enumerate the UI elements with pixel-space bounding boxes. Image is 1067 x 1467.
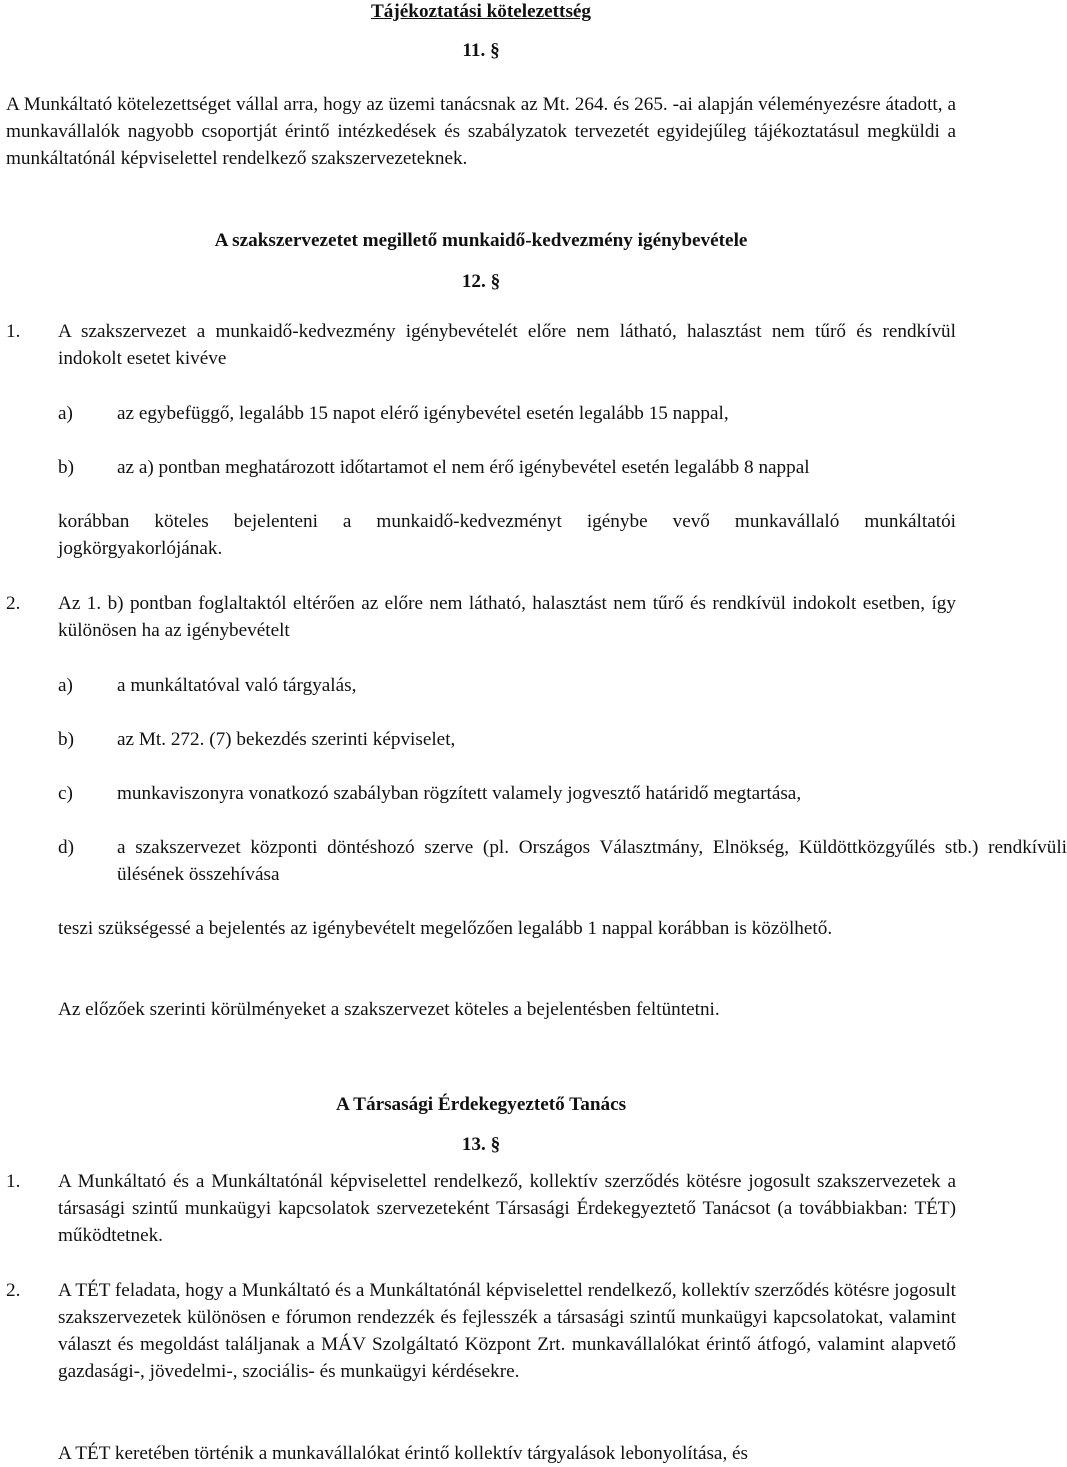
- list-item-label: b): [58, 457, 74, 478]
- section-12-para-2-tail: teszi szükségessé a bejelentés az igénybevételt megelőzően legalább 1 nappal korábban is közölhető.: [58, 918, 833, 939]
- section-12-para-1: [6, 318, 956, 372]
- section-12-number: [6, 268, 956, 295]
- list-item: [6, 780, 1067, 807]
- list-item: [6, 400, 956, 427]
- section-13-number-text: 13.: [461, 1134, 486, 1155]
- list-item-label: c): [58, 783, 73, 804]
- section-12-number-text: 12.: [461, 271, 486, 292]
- list-item-text: az Mt. 272. (7) bekezdés szerinti képviselet,: [117, 729, 456, 750]
- section-13-para-1: [6, 1168, 956, 1249]
- para-number: 1.: [6, 1171, 21, 1192]
- section-13-para-2: [6, 1277, 956, 1385]
- list-item: [6, 726, 956, 753]
- section-sign-icon: §: [490, 40, 500, 61]
- section-12-para-2: [6, 590, 956, 644]
- list-item-text: munkaviszonyra vonatkozó szabályban rögzített valamely jogvesztő határidő megtartása,: [117, 783, 802, 804]
- list-item: [6, 672, 956, 699]
- section-11-number: [6, 37, 956, 64]
- section-sign-icon: §: [490, 271, 501, 292]
- section-11-paragraph: A Munkáltató kötelezettséget vállal arra, hogy az üzemi tanácsnak az Mt. 264. és 265. -ai alapján véleményezésre átadott, a munkavállalók nagyobb csoportját érintő intézkedések és szabályzatok tervezetét egyidejűleg tájékoztatásul megküldi a munkáltatónál képviselettel rendelkező szakszervezeteknek.: [6, 94, 956, 169]
- list-item-label: a): [58, 403, 73, 424]
- list-item-label: d): [58, 837, 74, 858]
- section-sign-icon: §: [490, 1134, 501, 1155]
- para-number: 2.: [6, 593, 21, 614]
- list-item-text: az a) pontban meghatározott időtartamot el nem érő igénybevétel esetén legalább 8 nappal: [117, 457, 810, 478]
- para-text: A TÉT feladata, hogy a Munkáltató és a Munkáltatónál képviselettel rendelkező, kollektív szerződés kötésre jogosult szakszervezetek különösen e fórumon rendezzék és fejlesszék a társasági szintű munkaügyi kapcsolatokat, valamint választ és megoldást találjanak a MÁV Szolgáltató Központ Zrt. munkavállalókat érintő átfogó, valamint alapvető gazdasági-, jövedelmi-, szociális- és munkaügyi kérdésekre.: [58, 1280, 956, 1382]
- section-13-title: [6, 1091, 956, 1118]
- para-text: Az 1. b) pontban foglaltaktól eltérően az előre nem látható, halasztást nem tűrő és rendkívül indokolt esetben, így különösen ha az igénybevételt: [58, 593, 956, 641]
- section-12-para-3: Az előzőek szerinti körülményeket a szakszervezet köteles a bejelentésben feltüntetni.: [58, 999, 720, 1020]
- section-11-number-text: 11.: [462, 40, 486, 61]
- section-13-para-3: A TÉT keretében történik a munkavállalókat érintő kollektív tárgyalások lebonyolítása, és: [58, 1443, 749, 1464]
- list-item-text: a szakszervezet központi döntéshozó szerve (pl. Országos Választmány, Elnökség, Küldöttközgyűlés stb.) rendkívüli ülésének összehívása: [117, 837, 1067, 885]
- list-item-label: b): [58, 729, 74, 750]
- para-text: A szakszervezet a munkaidő-kedvezmény igénybevételét előre nem látható, halasztást nem tűrő és rendkívül indokolt esetet kivéve: [58, 321, 956, 369]
- list-item-text: a munkáltatóval való tárgyalás,: [117, 675, 357, 696]
- section-13-title-text: A Társasági Érdekegyeztető Tanács: [335, 1094, 627, 1115]
- section-12-para-1-tail: korábban köteles bejelenteni a munkaidő-kedvezményt igénybe vevő munkavállaló munkáltatói jogkörgyakorlójának.: [58, 511, 956, 559]
- para-number: 2.: [6, 1280, 21, 1301]
- section-13-number: [6, 1131, 956, 1158]
- section-header-top-text: Tájékoztatási kötelezettség: [370, 1, 592, 22]
- list-item: [6, 834, 1067, 888]
- para-text: A Munkáltató és a Munkáltatónál képviselettel rendelkező, kollektív szerződés kötésre jogosult szakszervezetek a társasági szintű munkaügyi kapcsolatok szervezeteként Társasági Érdekegyeztető Tanácsot (a továbbiakban: TÉT) működtetnek.: [58, 1171, 956, 1246]
- list-item: [6, 454, 956, 481]
- list-item-label: a): [58, 675, 73, 696]
- list-item-text: az egybefüggő, legalább 15 napot elérő igénybevétel esetén legalább 15 nappal,: [117, 403, 729, 424]
- para-number: 1.: [6, 321, 21, 342]
- section-12-title: A szakszervezetet megillető munkaidő-kedvezmény igénybevétele: [214, 230, 748, 251]
- section-header-top: [6, 0, 956, 25]
